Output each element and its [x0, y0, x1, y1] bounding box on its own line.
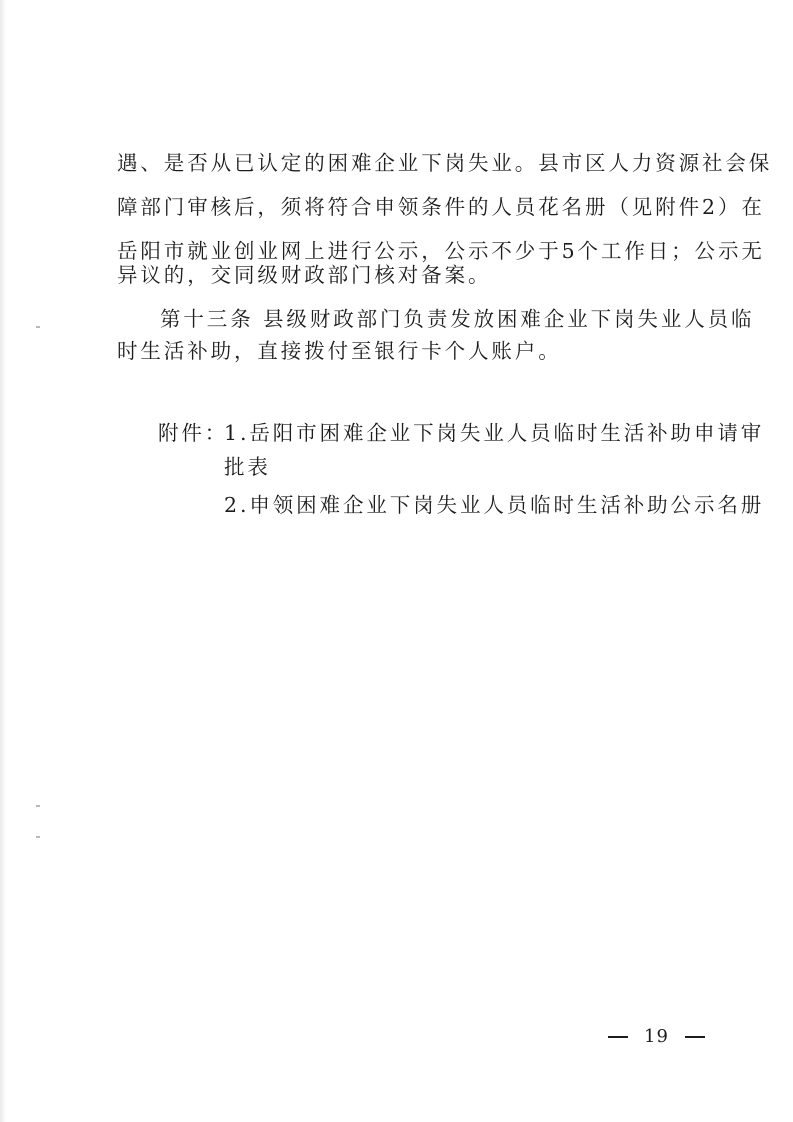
dash-right: [685, 1036, 705, 1038]
page-edge: [0, 0, 6, 1122]
attachments-label: 附件：: [158, 421, 229, 445]
body-line: 岳阳市就业创业网上进行公示，公示不少于5个工作日；公示无: [117, 239, 765, 263]
article-13-line: 时生活补助，直接拨付至银行卡个人账户。: [117, 339, 562, 363]
body-line: 异议的，交同级财政部门核对备案。: [117, 263, 492, 287]
body-line: 遇、是否从已认定的困难企业下岗失业。县市区人力资源社会保: [117, 151, 773, 175]
attachment-title: 岳阳市困难企业下岗失业人员临时生活补助申请审: [249, 421, 765, 445]
attachment-number: 1.: [224, 421, 250, 445]
attachment-item: [224, 418, 764, 448]
page-footer: [608, 1024, 705, 1050]
dash-left: [608, 1036, 628, 1038]
attachment-item: [224, 490, 764, 520]
body-line: 障部门审核后，须将符合申领条件的人员花名册（见附件2）在: [117, 195, 765, 219]
article-13-line: 第十三条 县级财政部门负责发放困难企业下岗失业人员临: [160, 307, 755, 331]
scan-mark: [36, 805, 40, 807]
attachment-title-continued: 批表: [224, 455, 271, 479]
scan-mark: [36, 836, 40, 838]
attachment-number: 2.: [224, 493, 250, 517]
attachment-title: 申领困难企业下岗失业人员临时生活补助公示名册: [249, 493, 765, 517]
scan-mark: [36, 326, 40, 328]
page-number: 19: [644, 1026, 669, 1047]
